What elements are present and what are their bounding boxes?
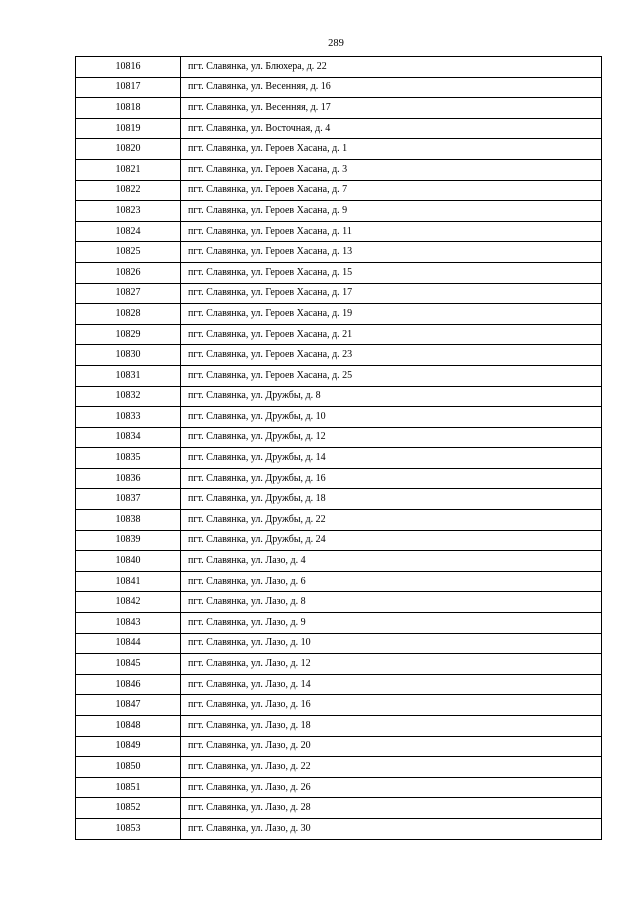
address-cell: пгт. Славянка, ул. Блюхера, д. 22 [181,57,602,78]
address-cell: пгт. Славянка, ул. Лазо, д. 10 [181,633,602,654]
table-row [76,468,602,489]
table-row [76,757,602,778]
table-row [76,139,602,160]
table-row [76,571,602,592]
address-cell: пгт. Славянка, ул. Героев Хасана, д. 21 [181,324,602,345]
row-number-cell: 10836 [76,468,181,489]
row-number-cell: 10822 [76,180,181,201]
address-cell: пгт. Славянка, ул. Дружбы, д. 18 [181,489,602,510]
table-row [76,736,602,757]
row-number-cell: 10831 [76,365,181,386]
table-row [76,674,602,695]
address-cell: пгт. Славянка, ул. Дружбы, д. 22 [181,510,602,531]
table-row [76,592,602,613]
table-row [76,180,602,201]
address-cell: пгт. Славянка, ул. Весенняя, д. 16 [181,77,602,98]
address-table-body [76,57,602,840]
table-row [76,221,602,242]
address-cell: пгт. Славянка, ул. Лазо, д. 18 [181,716,602,737]
address-cell: пгт. Славянка, ул. Героев Хасана, д. 1 [181,139,602,160]
table-row [76,98,602,119]
table-row [76,386,602,407]
table-row [76,283,602,304]
address-cell: пгт. Славянка, ул. Героев Хасана, д. 11 [181,221,602,242]
row-number-cell: 10821 [76,159,181,180]
row-number-cell: 10848 [76,716,181,737]
row-number-cell: 10845 [76,654,181,675]
table-row [76,324,602,345]
address-cell: пгт. Славянка, ул. Героев Хасана, д. 7 [181,180,602,201]
row-number-cell: 10834 [76,427,181,448]
row-number-cell: 10852 [76,798,181,819]
row-number-cell: 10817 [76,77,181,98]
row-number-cell: 10823 [76,201,181,222]
row-number-cell: 10837 [76,489,181,510]
table-row [76,201,602,222]
row-number-cell: 10827 [76,283,181,304]
table-row [76,654,602,675]
address-cell: пгт. Славянка, ул. Лазо, д. 12 [181,654,602,675]
row-number-cell: 10846 [76,674,181,695]
table-row [76,633,602,654]
table-row [76,530,602,551]
address-cell: пгт. Славянка, ул. Героев Хасана, д. 15 [181,262,602,283]
row-number-cell: 10832 [76,386,181,407]
row-number-cell: 10847 [76,695,181,716]
table-row [76,118,602,139]
table-row [76,407,602,428]
address-cell: пгт. Славянка, ул. Лазо, д. 22 [181,757,602,778]
page-number: 289 [328,38,344,49]
address-cell: пгт. Славянка, ул. Весенняя, д. 17 [181,98,602,119]
table-row [76,448,602,469]
row-number-cell: 10844 [76,633,181,654]
address-cell: пгт. Славянка, ул. Дружбы, д. 14 [181,448,602,469]
address-cell: пгт. Славянка, ул. Лазо, д. 14 [181,674,602,695]
row-number-cell: 10838 [76,510,181,531]
table-row [76,551,602,572]
row-number-cell: 10816 [76,57,181,78]
row-number-cell: 10818 [76,98,181,119]
table-row [76,510,602,531]
table-row [76,798,602,819]
address-cell: пгт. Славянка, ул. Дружбы, д. 10 [181,407,602,428]
address-cell: пгт. Славянка, ул. Лазо, д. 9 [181,613,602,634]
row-number-cell: 10849 [76,736,181,757]
address-cell: пгт. Славянка, ул. Восточная, д. 4 [181,118,602,139]
address-cell: пгт. Славянка, ул. Лазо, д. 6 [181,571,602,592]
row-number-cell: 10842 [76,592,181,613]
row-number-cell: 10840 [76,551,181,572]
address-cell: пгт. Славянка, ул. Героев Хасана, д. 13 [181,242,602,263]
address-cell: пгт. Славянка, ул. Лазо, д. 20 [181,736,602,757]
row-number-cell: 10824 [76,221,181,242]
address-cell: пгт. Славянка, ул. Героев Хасана, д. 17 [181,283,602,304]
table-row [76,242,602,263]
table-row [76,777,602,798]
address-cell: пгт. Славянка, ул. Героев Хасана, д. 23 [181,345,602,366]
address-cell: пгт. Славянка, ул. Лазо, д. 28 [181,798,602,819]
address-cell: пгт. Славянка, ул. Лазо, д. 8 [181,592,602,613]
table-row [76,427,602,448]
row-number-cell: 10820 [76,139,181,160]
address-cell: пгт. Славянка, ул. Дружбы, д. 16 [181,468,602,489]
address-cell: пгт. Славянка, ул. Героев Хасана, д. 19 [181,304,602,325]
row-number-cell: 10850 [76,757,181,778]
row-number-cell: 10835 [76,448,181,469]
table-row [76,818,602,839]
address-cell: пгт. Славянка, ул. Лазо, д. 30 [181,818,602,839]
address-cell: пгт. Славянка, ул. Дружбы, д. 8 [181,386,602,407]
address-cell: пгт. Славянка, ул. Героев Хасана, д. 9 [181,201,602,222]
row-number-cell: 10853 [76,818,181,839]
row-number-cell: 10828 [76,304,181,325]
row-number-cell: 10830 [76,345,181,366]
table-row [76,345,602,366]
address-cell: пгт. Славянка, ул. Лазо, д. 16 [181,695,602,716]
address-cell: пгт. Славянка, ул. Героев Хасана, д. 3 [181,159,602,180]
address-table [75,56,602,840]
table-row [76,695,602,716]
address-cell: пгт. Славянка, ул. Героев Хасана, д. 25 [181,365,602,386]
table-row [76,613,602,634]
row-number-cell: 10851 [76,777,181,798]
address-cell: пгт. Славянка, ул. Дружбы, д. 24 [181,530,602,551]
address-cell: пгт. Славянка, ул. Дружбы, д. 12 [181,427,602,448]
row-number-cell: 10825 [76,242,181,263]
table-row [76,489,602,510]
table-row [76,77,602,98]
row-number-cell: 10839 [76,530,181,551]
row-number-cell: 10833 [76,407,181,428]
table-row [76,365,602,386]
table-row [76,57,602,78]
table-row [76,716,602,737]
table-row [76,159,602,180]
row-number-cell: 10819 [76,118,181,139]
table-row [76,262,602,283]
address-cell: пгт. Славянка, ул. Лазо, д. 4 [181,551,602,572]
row-number-cell: 10841 [76,571,181,592]
row-number-cell: 10829 [76,324,181,345]
table-row [76,304,602,325]
address-cell: пгт. Славянка, ул. Лазо, д. 26 [181,777,602,798]
row-number-cell: 10826 [76,262,181,283]
row-number-cell: 10843 [76,613,181,634]
